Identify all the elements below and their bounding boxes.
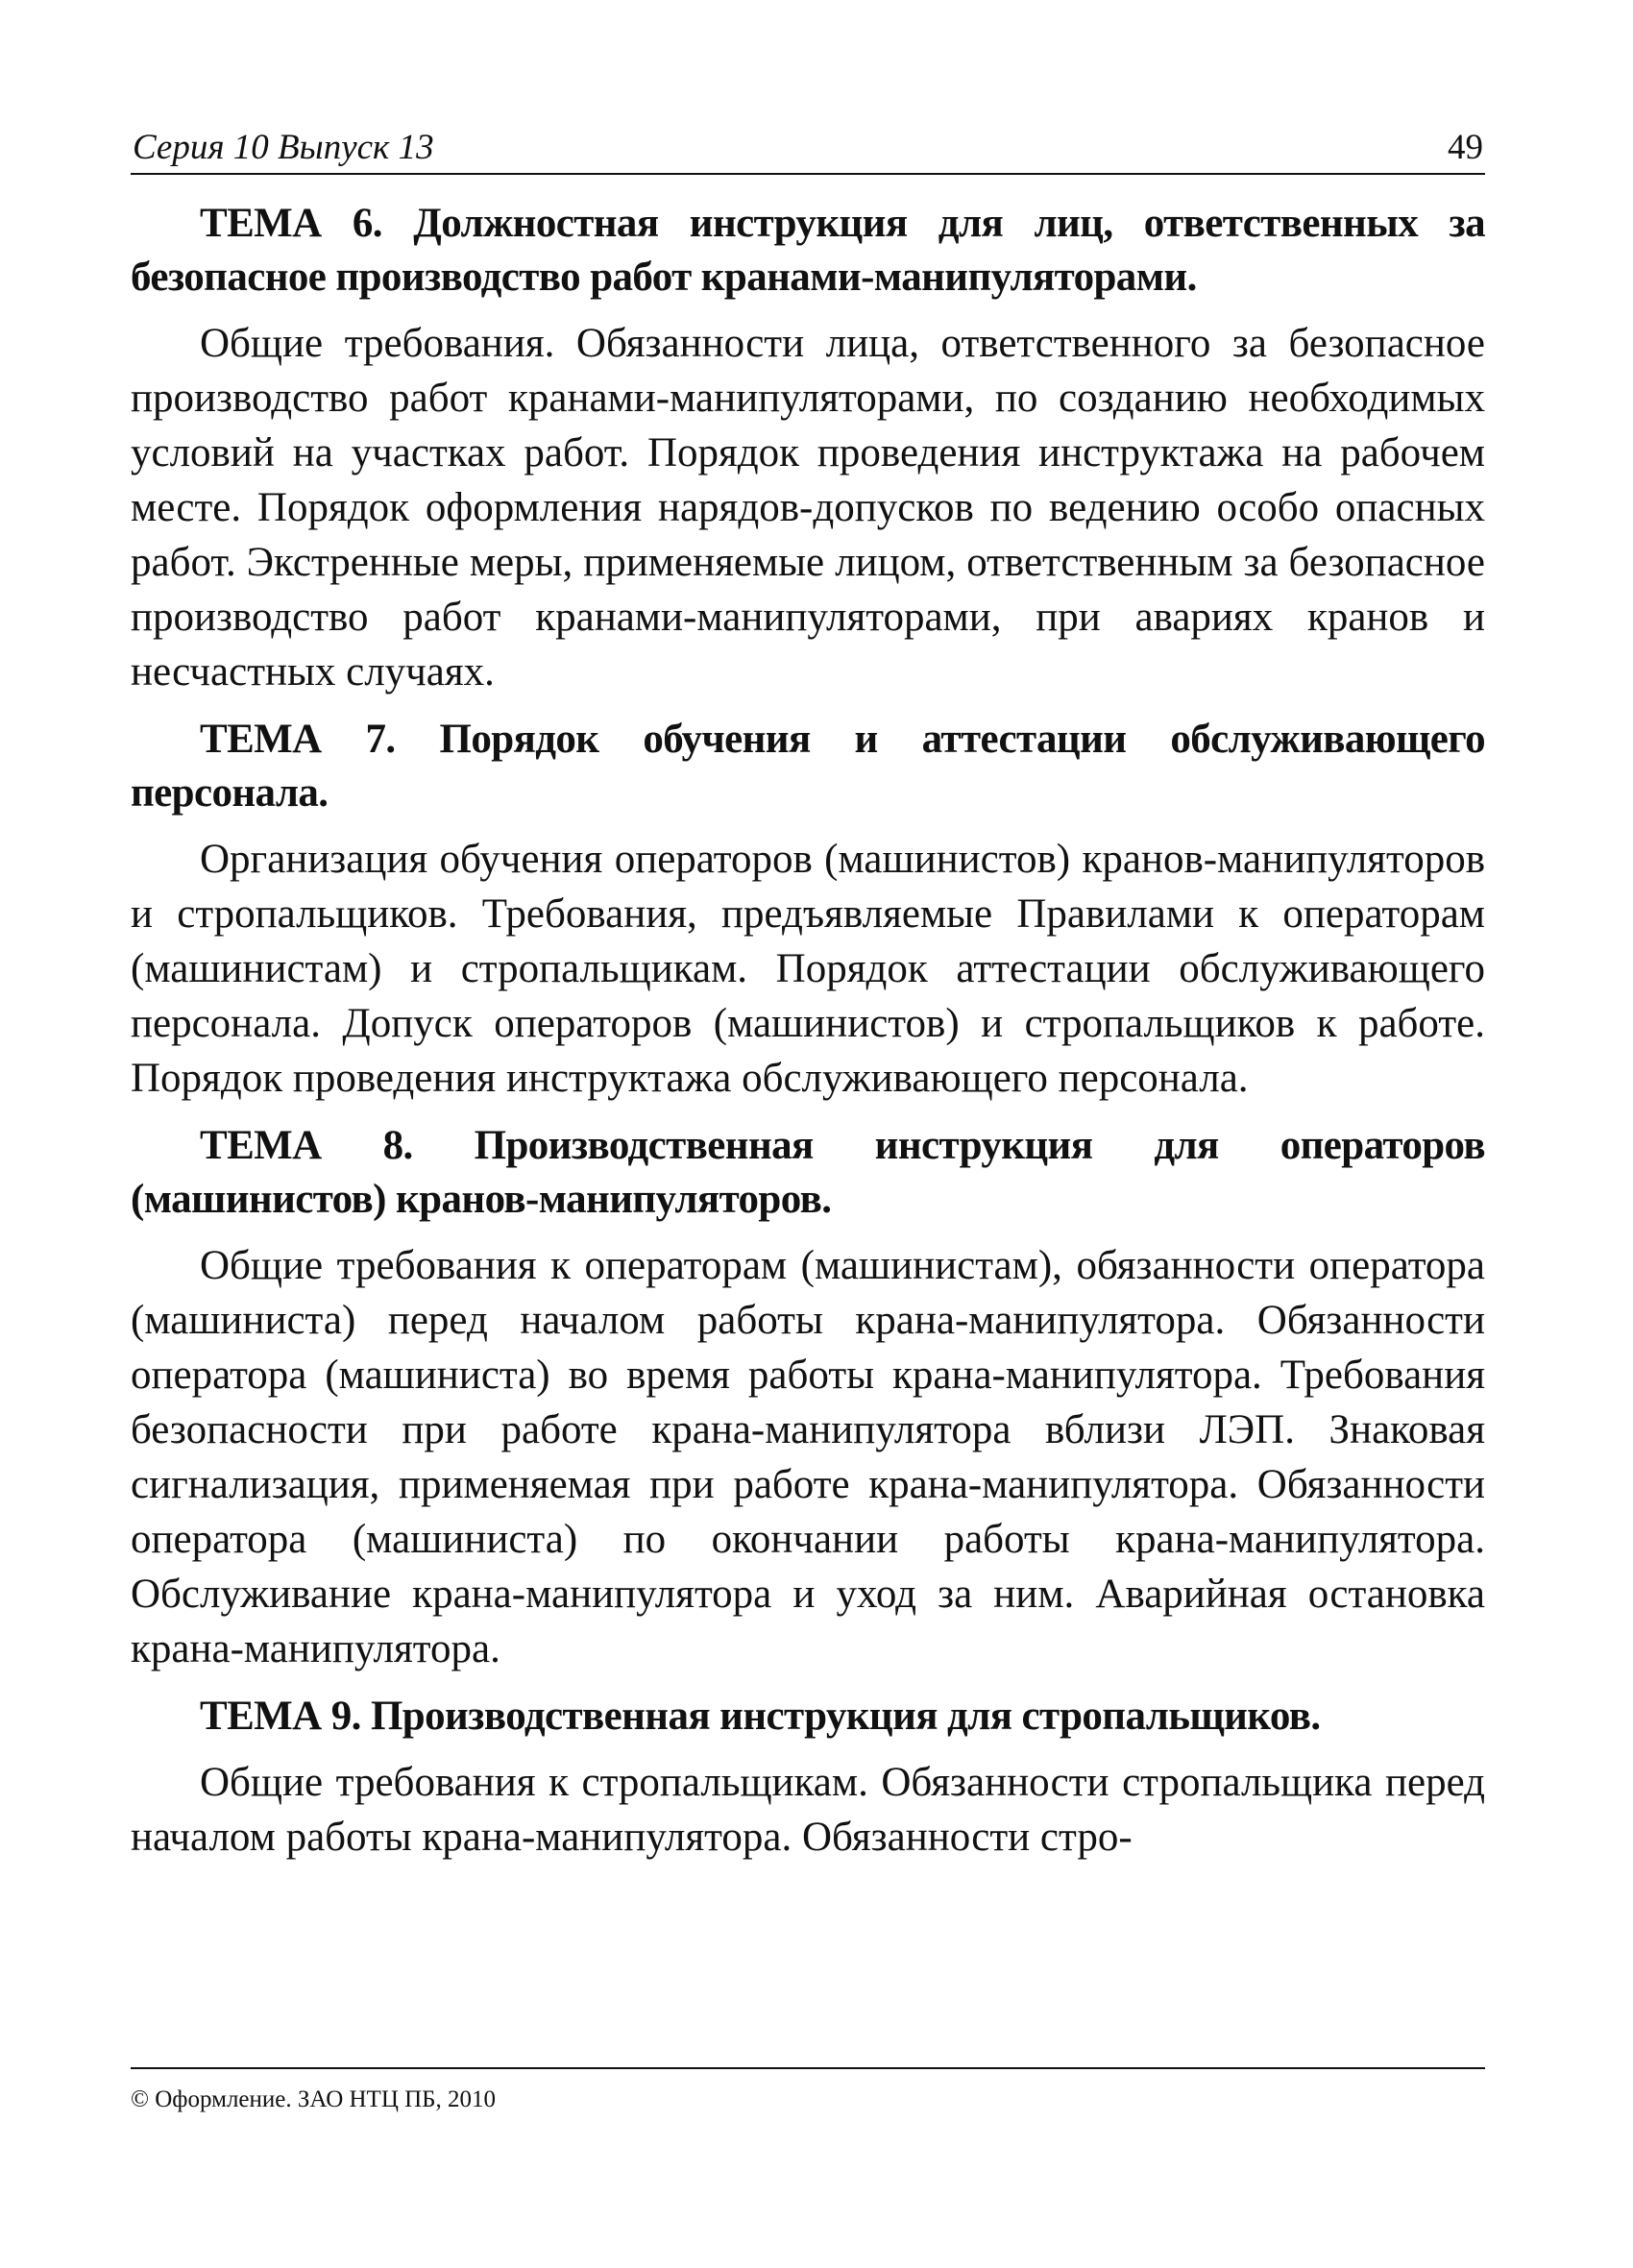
topic-9 bbox=[131, 1690, 1485, 1865]
topic-body: Общие требования. Обязанности лица, ответственного за безопасное производство работ кранами-манипуляторами, по созданию необходимых условий на участках работ. Порядок проведения инструктажа на рабочем месте. Порядок оформления нарядов-допусков по ведению особо опасных работ. Экстренные меры, применяемые лицом, ответственным за безопасное производство работ кранами-манипуляторами, при авариях кранов и несчастных случаях. bbox=[131, 321, 1485, 695]
topic-body: Организация обучения операторов (машинистов) кранов-манипуляторов и стропальщиков. Требования, предъявляемые Правилами к операторам (машинистам) и стропальщикам. Порядок аттестации обслуживающего персонала. Допуск операторов (машинистов) и стропальщиков к работе. Порядок проведения инструктажа обслуживающего персонала. bbox=[131, 837, 1485, 1101]
running-header bbox=[131, 123, 1485, 175]
topic-body: Общие требования к операторам (машинистам), обязанности оператора (машиниста) перед началом работы крана-манипулятора. Обязанности оператора (машиниста) во время работы крана-манипулятора. Требования безопасности при работе крана-манипулятора вблизи ЛЭП. Знаковая сигнализация, применяемая при работе крана-манипулятора. Обязанности оператора (машиниста) по окончании работы крана-манипулятора. Обслуживание крана-манипулятора и уход за ним. Аварийная остановка крана-манипулятора. bbox=[131, 1243, 1485, 1671]
series-title: Серия 10 Выпуск 13 bbox=[133, 128, 434, 167]
page-content bbox=[131, 197, 1485, 1878]
topic-title: ТЕМА 7. Порядок обучения и аттестации обслуживающего персонала. bbox=[131, 717, 1485, 816]
document-page bbox=[131, 0, 1485, 2268]
topic-body: Общие требования к стропальщикам. Обязанности стропальщика перед началом работы крана-манипулятора. Обязанности стро- bbox=[131, 1760, 1485, 1860]
topic-title: ТЕМА 9. Производственная инструкция для стропальщиков. bbox=[200, 1694, 1321, 1739]
topic-title: ТЕМА 8. Производственная инструкция для операторов (машинистов) кранов-манипуляторов. bbox=[131, 1123, 1485, 1222]
topic-8 bbox=[131, 1119, 1485, 1676]
topic-title: ТЕМА 6. Должностная инструкция для лиц, ответственных за безопасное производство работ кранами-манипуляторами. bbox=[131, 201, 1485, 300]
copyright-footer bbox=[131, 2067, 1485, 2121]
copyright-text: © Оформление. ЗАО НТЦ ПБ, 2010 bbox=[131, 2086, 497, 2112]
topic-7 bbox=[131, 713, 1485, 1106]
page-number: 49 bbox=[1448, 128, 1483, 167]
topic-6 bbox=[131, 197, 1485, 699]
